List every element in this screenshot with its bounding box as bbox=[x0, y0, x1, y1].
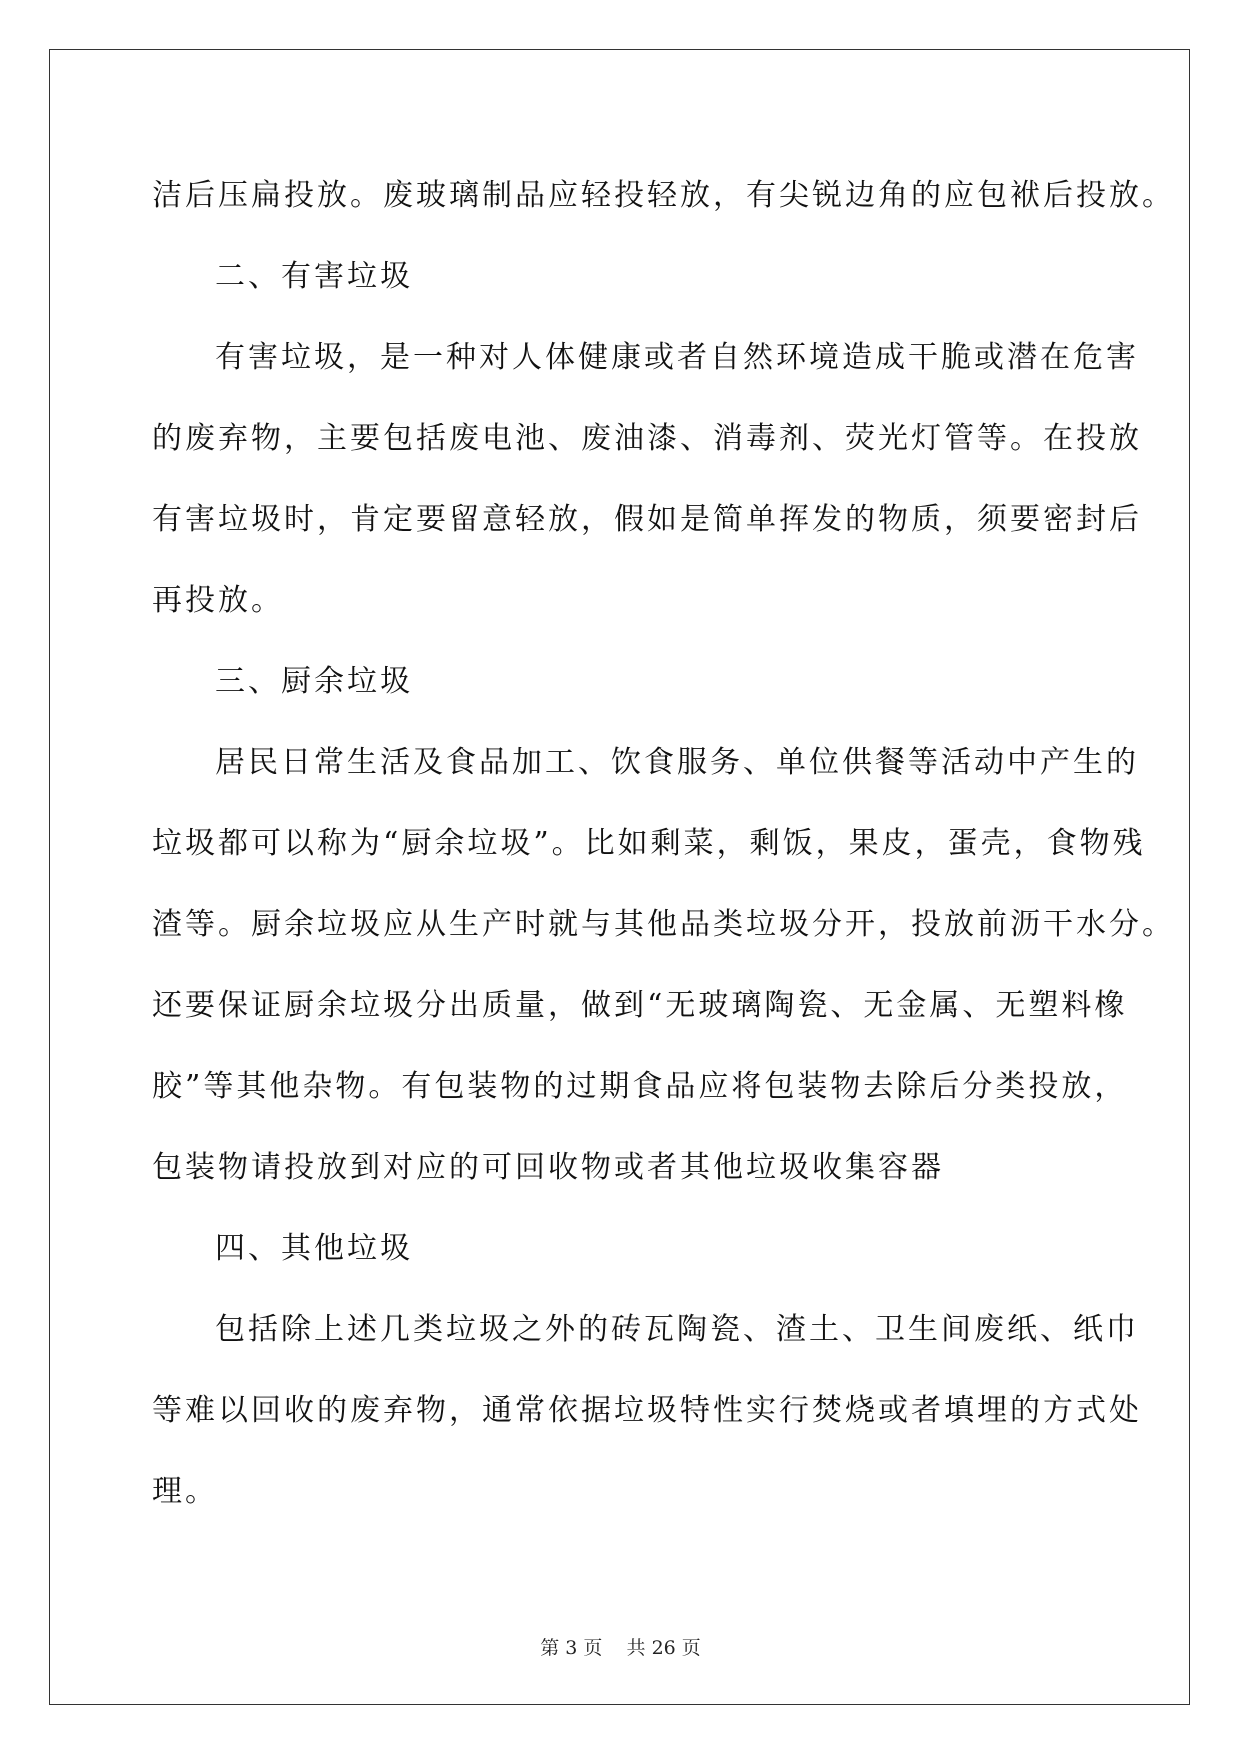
text-line: 洁后压扁投放。废玻璃制品应轻投轻放，有尖锐边角的应包袱后投放。 bbox=[152, 178, 1175, 213]
text-line: 包括除上述几类垃圾之外的砖瓦陶瓷、渣土、卫生间废纸、纸巾 bbox=[215, 1312, 1139, 1347]
section-heading-kitchen: 三、厨余垃圾 bbox=[215, 664, 413, 699]
text-line: 再投放。 bbox=[152, 583, 284, 618]
text-line: 包装物请投放到对应的可回收物或者其他垃圾收集容器 bbox=[152, 1150, 944, 1185]
text-line: 有害垃圾，是一种对人体健康或者自然环境造成干脆或潜在危害 bbox=[215, 340, 1139, 375]
text-line: 还要保证厨余垃圾分出质量，做到“无玻璃陶瓷、无金属、无塑料橡 bbox=[152, 988, 1128, 1023]
section-heading-hazardous: 二、有害垃圾 bbox=[215, 259, 413, 294]
text-line: 的废弃物，主要包括废电池、废油漆、消毒剂、荧光灯管等。在投放 bbox=[152, 421, 1142, 456]
text-line: 垃圾都可以称为“厨余垃圾”。比如剩菜，剩饭，果皮，蛋壳，食物残 bbox=[152, 826, 1146, 861]
text-line: 有害垃圾时，肯定要留意轻放，假如是简单挥发的物质，须要密封后 bbox=[152, 502, 1142, 537]
page-footer bbox=[0, 1636, 1241, 1660]
document-body bbox=[152, 155, 1175, 1532]
text-line: 居民日常生活及食品加工、饮食服务、单位供餐等活动中产生的 bbox=[215, 745, 1139, 780]
section-heading-other: 四、其他垃圾 bbox=[215, 1231, 413, 1266]
text-line: 渣等。厨余垃圾应从生产时就与其他品类垃圾分开，投放前沥干水分。 bbox=[152, 907, 1175, 942]
text-line: 理。 bbox=[152, 1474, 218, 1509]
text-line: 胶”等其他杂物。有包装物的过期食品应将包装物去除后分类投放， bbox=[152, 1069, 1128, 1104]
page-number: 第 3 页 bbox=[540, 1637, 603, 1659]
footer-spacer bbox=[602, 1637, 626, 1659]
text-line: 等难以回收的废弃物，通常依据垃圾特性实行焚烧或者填埋的方式处 bbox=[152, 1393, 1142, 1428]
page-total: 共 26 页 bbox=[626, 1637, 701, 1659]
